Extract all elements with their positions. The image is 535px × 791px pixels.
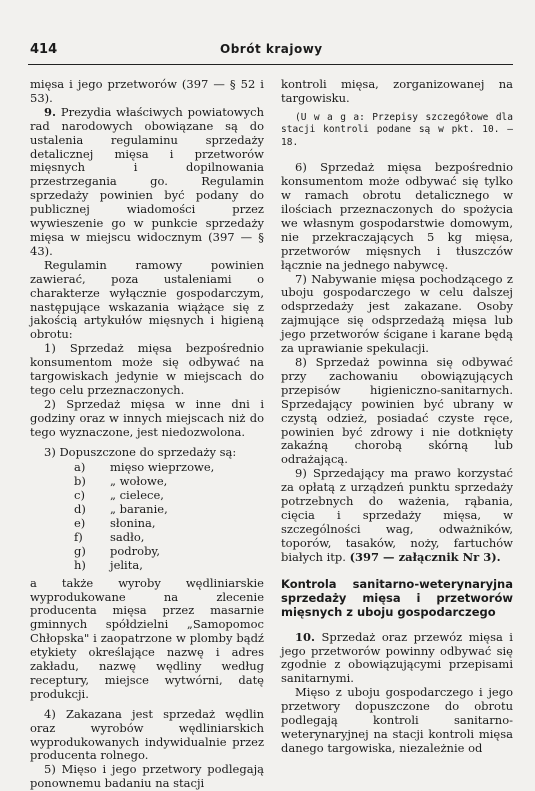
paragraph-text: Prezydia właściwych powiatowych rad narodowych obowiązane są do ustalenia regulaminu sprzedaży detalicznej mięsa i przetworów mięsnych i dopilnowania przestrzegania go. Regulamin sprzedaży powinien być podany do publicznej wiadomości przez wywieszenie go w punkcie sprzedaży mięsa w miejscu widocznym (397 — § 43). <box>30 104 264 258</box>
paragraph-text: Sprzedaż oraz przewóz mięsa i jego przetworów powinny odbywać się zgodnie z obowiązującymi przepisami sanitarnymi. <box>281 629 513 686</box>
running-title: Obrót krajowy <box>220 42 323 56</box>
list-item <box>74 531 264 545</box>
paragraph-point-8: 8) Sprzedaż powinna się odbywać przy zachowaniu obowiązujących przepisów higieniczno-sanitarnych. Sprzedający powinien być ubrany w czystą odzież, posiadać czyste ręce, powinien być zdrowy i nie dotknięty zakaźną chorobą skórną lub odrażającą. <box>281 355 513 467</box>
paragraph: mięsa i jego przetworów (397 — § 52 i 53). <box>30 77 264 105</box>
paragraph-point-6: 6) Sprzedaż mięsa bezpośrednio konsumentom może odbywać się tylko w ramach obrotu detalicznego w ilościach przeznaczonych do spożycia we własnym gospodarstwie domowym, nie przekraczających 5 kg mięsa, przetworów mięsnych i tłuszczów łącznie na jednego nabywcę. <box>281 160 513 272</box>
list-letter: f) <box>74 529 83 544</box>
paragraph-10 <box>281 631 513 687</box>
paragraph-9 <box>30 106 264 259</box>
paragraph-point-4: 4) Zakazana jest sprzedaż wędlin oraz wyrobów wędliniarskich wyprodukowanych indywidualnie przez producenta rolnego. <box>30 706 264 763</box>
list-word: słonina, <box>110 516 156 531</box>
list-item <box>74 461 264 475</box>
list-letter: b) <box>74 474 86 489</box>
meat-list <box>74 461 264 572</box>
list-item <box>74 489 264 503</box>
list-item <box>74 517 264 531</box>
list-letter: a) <box>74 460 86 475</box>
paragraph: Regulamin ramowy powinien zawierać, poza ustaleniami o charakterze wyłącznie gospodarczym, następujące wskazania wiążące się z jakością artykułów mięsnych i higieną obrotu: <box>30 257 264 342</box>
list-letter: g) <box>74 543 86 558</box>
list-item <box>74 503 264 517</box>
left-column <box>30 78 264 791</box>
spacer <box>281 565 513 577</box>
header-rule <box>28 64 513 65</box>
paragraph: kontroli mięsa, zorganizowanej na targowisku. <box>281 77 513 105</box>
section-heading: Kontrola sanitarno-weterynaryjna sprzedaży mięsa i przetworów mięsnych z uboju gospodarczego <box>281 576 513 619</box>
paragraph-number: 9. <box>44 104 57 119</box>
list-word: jelita, <box>110 557 143 572</box>
paragraph: Mięso z uboju gospodarczego i jego przetwory dopuszczone do obrotu podlegają kontroli sanitarno-weterynaryjnej na stacji kontroli mięsa danego targowiska, niezależnie od <box>281 685 513 755</box>
paragraph-point-7: 7) Nabywanie mięsa pochodzącego z uboju gospodarczego w celu dalszej odsprzedaży jest zakazane. Osoby zajmujące się odsprzedażą mięsa lub jego przetworów ścigane i karane będą za uprawianie spekulacji. <box>281 271 513 356</box>
list-word: „ cielece, <box>110 488 164 503</box>
paragraph-point-5: 5) Mięso i jego przetwory podlegają ponownemu badaniu na stacji <box>30 762 264 791</box>
paragraph-point-2: 2) Sprzedaż mięsa w inne dni i godziny oraz w innych miejscach niż do tego wyznaczone, jest niedozwolona. <box>30 396 264 439</box>
list-word: „ baranie, <box>110 502 168 517</box>
list-word: „ wołowe, <box>110 474 168 489</box>
list-item <box>74 559 264 573</box>
note: (U w a g a: Przepisy szczegółowe dla stacji kontroli podane są w pkt. 10. — 18. <box>281 111 513 148</box>
paragraph-point-3: 3) Dopuszczone do sprzedaży są: <box>44 444 237 459</box>
list-letter: d) <box>74 502 86 517</box>
list-letter: h) <box>74 557 86 572</box>
paragraph-point-1: 1) Sprzedaż mięsa bezpośrednio konsumentom może się odbywać na targowiskach jedynie w miejscach do tego celu przeznaczonych. <box>30 341 264 397</box>
list-item <box>74 545 264 559</box>
list-letter: e) <box>74 516 86 531</box>
list-word: podroby, <box>110 543 161 558</box>
legal-reference: (397 — załącznik Nr 3). <box>349 549 501 564</box>
paragraph-number: 10. <box>295 629 316 644</box>
list-item <box>74 475 264 489</box>
page-number: 414 <box>30 42 58 57</box>
list-word: sadło, <box>110 529 145 544</box>
paragraph-point-9 <box>281 467 513 564</box>
right-column <box>281 78 513 756</box>
paragraph: a także wyroby wędliniarskie wyprodukowane na zlecenie producenta mięsa przez masarnie gminnych spółdzielni „Samopomoc Chłopska" i zaopatrzone w plomby bądź etykiety określające nazwę i adres zakładu, nazwę wędliny według receptury, miejsce wytwórni, datę produkcji. <box>30 575 264 701</box>
paragraph-text: 9) Sprzedający ma prawo korzystać za opłatą z urządzeń punktu sprzedaży potrzebnych do ważenia, rąbania, cięcia i sprzedaży mięsa, w szczególności wag, odważników, toporów, tasaków, noży, fartuchów białych itp. <box>281 466 513 564</box>
list-letter: c) <box>74 488 85 503</box>
list-word: mięso wieprzowe, <box>110 460 215 475</box>
